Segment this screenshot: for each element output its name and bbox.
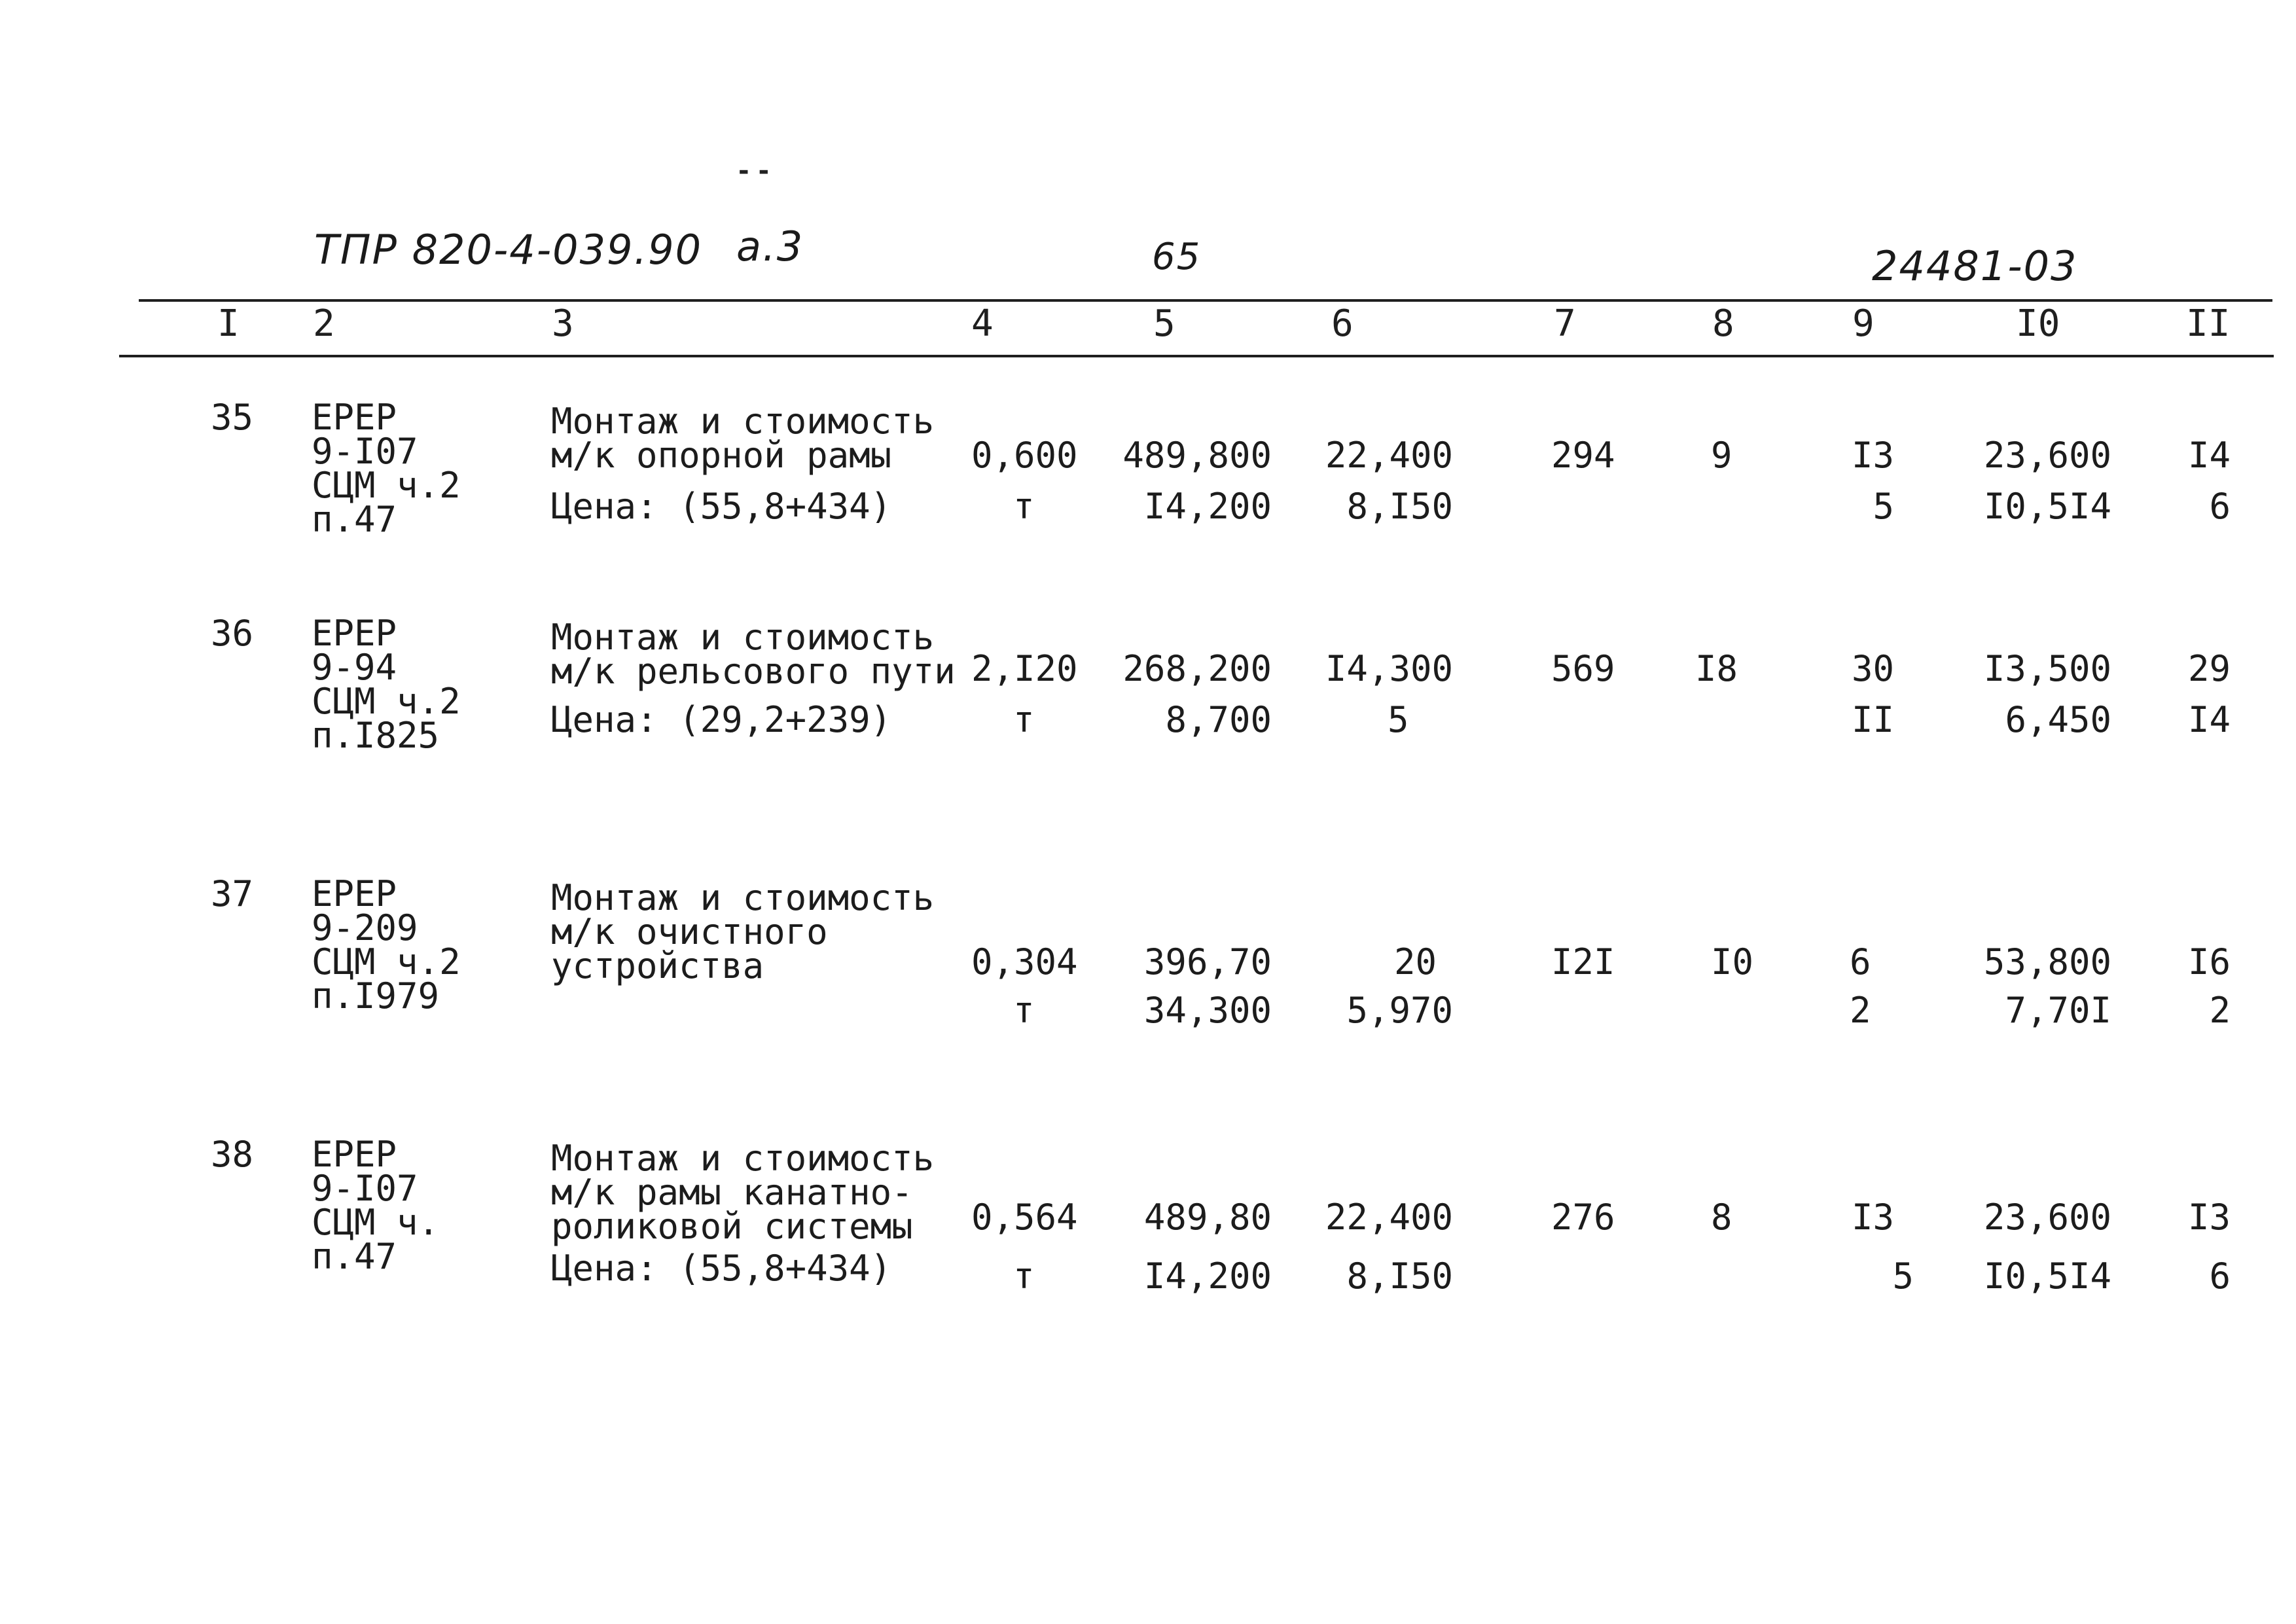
col-header-10: I0 <box>2016 302 2060 345</box>
header-top-rule <box>139 299 2272 302</box>
col11-value-2: 6 <box>2209 1255 2231 1297</box>
col9-value-2: 2 <box>1850 990 1871 1031</box>
description-line: м/к очистного <box>551 911 828 952</box>
header-bottom-rule <box>119 355 2274 357</box>
col11-value: I6 <box>2187 941 2231 983</box>
col6-value-2: 5,970 <box>1346 990 1453 1031</box>
col11-value: I3 <box>2187 1197 2231 1238</box>
col5-value-2: 34,300 <box>1143 990 1272 1031</box>
col4-value: 0,304 <box>971 941 1078 983</box>
row-code <box>312 613 461 756</box>
col-header-1: I <box>217 302 240 345</box>
col6-value: 22,400 <box>1325 1197 1453 1238</box>
col5-value: 268,200 <box>1122 648 1272 689</box>
col8-value: 9 <box>1711 435 1732 476</box>
col4-unit: т <box>1013 486 1035 527</box>
row-price: Цена: (55,8+434) <box>551 486 892 527</box>
row-description <box>551 617 956 692</box>
col6-value: 20 <box>1394 941 1437 983</box>
col11-value-2: 2 <box>2209 990 2231 1031</box>
code-line: п.47 <box>312 499 397 540</box>
col9-value-2: 5 <box>1892 1255 1914 1297</box>
col9-value-2: II <box>1851 699 1894 740</box>
page-number: 65 <box>1152 236 1202 278</box>
top-marks: - - <box>738 156 770 186</box>
row-description <box>551 877 935 986</box>
col-header-6: 6 <box>1331 302 1354 345</box>
col4-unit: т <box>1013 1255 1035 1297</box>
row-description <box>551 1138 935 1247</box>
col4-value: 0,564 <box>971 1197 1078 1238</box>
description-line: устройства <box>551 945 764 986</box>
col7-value: I2I <box>1551 941 1615 983</box>
col6-value-2: 8,I50 <box>1346 1255 1453 1297</box>
row-price: Цена: (29,2+239) <box>551 699 892 740</box>
col10-value: I3,500 <box>1983 648 2111 689</box>
col5-value-2: 8,700 <box>1165 699 1272 740</box>
description-line: м/к рамы канатно- <box>551 1172 913 1213</box>
col4-unit: т <box>1013 699 1035 740</box>
col4-value: 2,I20 <box>971 648 1078 689</box>
col10-value: 53,800 <box>1983 941 2111 983</box>
code-line: 9-94 <box>312 647 397 688</box>
col-header-2: 2 <box>313 302 335 345</box>
col7-value: 294 <box>1551 435 1615 476</box>
code-line: ЕРЕР <box>312 873 397 914</box>
col5-value-2: I4,200 <box>1143 1255 1272 1297</box>
col8-value: I0 <box>1711 941 1754 983</box>
description-line: Монтаж и стоимость <box>551 617 935 658</box>
row-code <box>312 1134 440 1277</box>
col9-value: 30 <box>1851 648 1894 689</box>
col6-value: I4,300 <box>1325 648 1453 689</box>
col9-value-2: 5 <box>1873 486 1894 527</box>
col-header-4: 4 <box>971 302 994 345</box>
col-header-9: 9 <box>1852 302 1874 345</box>
description-line: м/к рельсового пути <box>551 651 956 692</box>
col10-value-2: 7,70I <box>2005 990 2111 1031</box>
col-header-7: 7 <box>1554 302 1576 345</box>
col5-value: 489,800 <box>1122 435 1272 476</box>
code-line: 9-I07 <box>312 431 418 472</box>
col5-value-2: I4,200 <box>1143 486 1272 527</box>
col11-value: I4 <box>2187 435 2231 476</box>
code-line: ЕРЕР <box>312 613 397 654</box>
col-header-11: II <box>2186 302 2231 345</box>
code-line: 9-I07 <box>312 1168 418 1209</box>
code-line: ЕРЕР <box>312 397 397 438</box>
col10-value-2: I0,5I4 <box>1983 486 2111 527</box>
code-line: п.I825 <box>312 715 440 756</box>
row-number: 38 <box>211 1134 254 1175</box>
code-line: СЦМ ч.2 <box>312 941 461 983</box>
code-line: СЦМ ч.2 <box>312 681 461 722</box>
description-line: роликовой системы <box>551 1206 913 1247</box>
inventory-number: 24481-03 <box>1872 242 2078 290</box>
album-mark: а.3 <box>736 223 804 270</box>
col11-value-2: I4 <box>2187 699 2231 740</box>
col5-value: 396,70 <box>1143 941 1272 983</box>
col4-value: 0,600 <box>971 435 1078 476</box>
col9-value: 6 <box>1850 941 1871 983</box>
description-line: Монтаж и стоимость <box>551 1138 935 1179</box>
description-line: Монтаж и стоимость <box>551 401 935 442</box>
col11-value-2: 6 <box>2209 486 2231 527</box>
col10-value-2: 6,450 <box>2005 699 2111 740</box>
col-header-8: 8 <box>1712 302 1734 345</box>
row-number: 36 <box>211 613 254 654</box>
col-header-3: 3 <box>552 302 574 345</box>
col10-value-2: I0,5I4 <box>1983 1255 2111 1297</box>
col6-value-2: 5 <box>1388 699 1409 740</box>
col10-value: 23,600 <box>1983 435 2111 476</box>
code-line: ЕРЕР <box>312 1134 397 1175</box>
col10-value: 23,600 <box>1983 1197 2111 1238</box>
row-price: Цена: (55,8+434) <box>551 1248 892 1289</box>
code-line: СЦМ ч.2 <box>312 465 461 506</box>
col6-value: 22,400 <box>1325 435 1453 476</box>
row-code <box>312 397 461 540</box>
col8-value: 8 <box>1711 1197 1732 1238</box>
description-line: м/к опорной рамы <box>551 435 892 476</box>
code-line: п.47 <box>312 1236 397 1277</box>
col4-unit: т <box>1013 990 1035 1031</box>
col6-value-2: 8,I50 <box>1346 486 1453 527</box>
code-line: 9-209 <box>312 907 418 948</box>
row-number: 35 <box>211 397 254 438</box>
row-code <box>312 873 461 1017</box>
code-line: СЦМ ч. <box>312 1202 440 1243</box>
description-line: Монтаж и стоимость <box>551 877 935 918</box>
col9-value: I3 <box>1851 435 1894 476</box>
col5-value: 489,80 <box>1143 1197 1272 1238</box>
col7-value: 569 <box>1551 648 1615 689</box>
col-header-5: 5 <box>1153 302 1175 345</box>
doc-code: ТПР 820-4-039.90 <box>314 226 703 274</box>
code-line: п.I979 <box>312 975 440 1017</box>
col8-value: I8 <box>1695 648 1738 689</box>
row-number: 37 <box>211 873 254 914</box>
row-description <box>551 401 935 476</box>
col7-value: 276 <box>1551 1197 1615 1238</box>
col11-value: 29 <box>2187 648 2231 689</box>
col9-value: I3 <box>1851 1197 1894 1238</box>
